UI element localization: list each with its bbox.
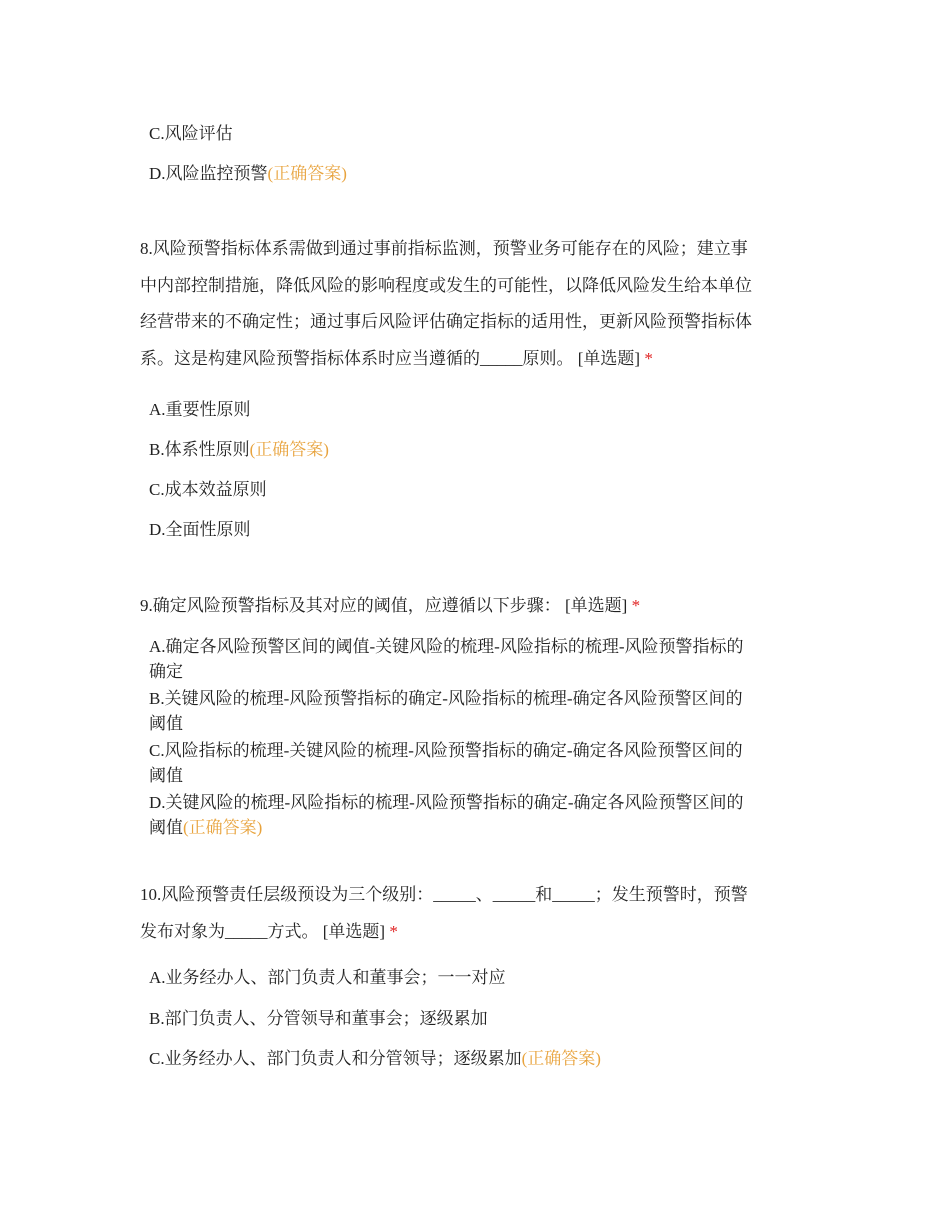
- q8-question-line: 经营带来的不确定性；通过事后风险评估确定指标的适用性，更新风险预警指标体: [140, 312, 752, 331]
- q10-option-b: [149, 1009, 488, 1029]
- q9-option-a-line1: A.确定各风险预警区间的阈值-关键风险的梳理-风险指标的梳理-风险预警指标的: [149, 637, 744, 656]
- correct-answer-label: (正确答案): [183, 818, 263, 837]
- q10-question-line: 10.风险预警责任层级预设为三个级别：_____、_____和_____；发生预警时，预警: [140, 885, 748, 904]
- q7-option-c-text: C.风险评估: [149, 124, 233, 143]
- q10-option-b-text: B.部门负责人、分管领导和董事会；逐级累加: [149, 1009, 488, 1028]
- q10-option-c: [149, 1049, 601, 1069]
- q8-option-a: [149, 400, 251, 420]
- q8-option-c: [149, 480, 267, 500]
- q9-option-b-line2: 阈值: [149, 714, 183, 733]
- q10-option-a-text: A.业务经办人、部门负责人和董事会；一一对应: [149, 968, 506, 987]
- q7-option-d-text: D.风险监控预警: [149, 164, 268, 183]
- q9-option-c: [149, 738, 814, 788]
- required-mark: *: [631, 596, 641, 615]
- q9-option-b: [149, 686, 814, 736]
- q8-question-line: 中内部控制措施，降低风险的影响程度或发生的可能性，以降低风险发生给本单位: [140, 275, 752, 295]
- q9-question-text: 9.确定风险预警指标及其对应的阈值，应遵循以下步骤： [单选题]: [140, 596, 628, 615]
- q8-question-line: 8.风险预警指标体系需做到通过事前指标监测，预警业务可能存在的风险；建立事: [140, 239, 748, 258]
- q9-option-d-line2: [149, 815, 814, 840]
- q10-question-text: 发布对象为_____方式。 [单选题]: [140, 921, 386, 941]
- q10-option-c-text: C.业务经办人、部门负责人和分管领导；逐级累加: [149, 1049, 522, 1068]
- q8-option-b-text: B.体系性原则: [149, 440, 250, 459]
- q9-option-d-text: 阈值: [149, 818, 183, 837]
- required-mark: *: [389, 921, 398, 941]
- required-mark: *: [644, 348, 653, 368]
- q9-option-a: [149, 634, 814, 684]
- q9-option-d: [149, 790, 814, 840]
- q9-option-c-line1: C.风险指标的梳理-关键风险的梳理-风险预警指标的确定-确定各风险预警区间的: [149, 741, 743, 760]
- q8-option-d: [149, 520, 251, 540]
- q10-question-line-last: [140, 914, 815, 951]
- q9-option-a-line2: 确定: [149, 662, 183, 681]
- correct-answer-label: (正确答案): [521, 1049, 601, 1068]
- q8-question-text: 系。这是构建风险预警指标体系时应当遵循的_____原则。 [单选题]: [140, 348, 641, 368]
- q8-option-b: [149, 440, 329, 460]
- q8-option-d-text: D.全面性原则: [149, 520, 251, 539]
- q7-option-c: [149, 124, 233, 144]
- q8-option-a-text: A.重要性原则: [149, 400, 251, 419]
- q7-option-d: [149, 164, 347, 184]
- q9-question: [140, 596, 815, 616]
- q10-option-a: [149, 968, 506, 988]
- q9-option-b-line1: B.关键风险的梳理-风险预警指标的确定-风险指标的梳理-确定各风险预警区间的: [149, 689, 743, 708]
- correct-answer-label: (正确答案): [267, 164, 347, 183]
- q8-question-line-last: [140, 341, 815, 378]
- correct-answer-label: (正确答案): [249, 440, 329, 459]
- q8-question: [140, 231, 815, 377]
- q9-option-c-line2: 阈值: [149, 766, 183, 785]
- q9-option-d-line1: D.关键风险的梳理-风险指标的梳理-风险预警指标的确定-确定各风险预警区间的: [149, 793, 744, 812]
- q8-option-c-text: C.成本效益原则: [149, 480, 267, 499]
- q10-question: [140, 877, 815, 950]
